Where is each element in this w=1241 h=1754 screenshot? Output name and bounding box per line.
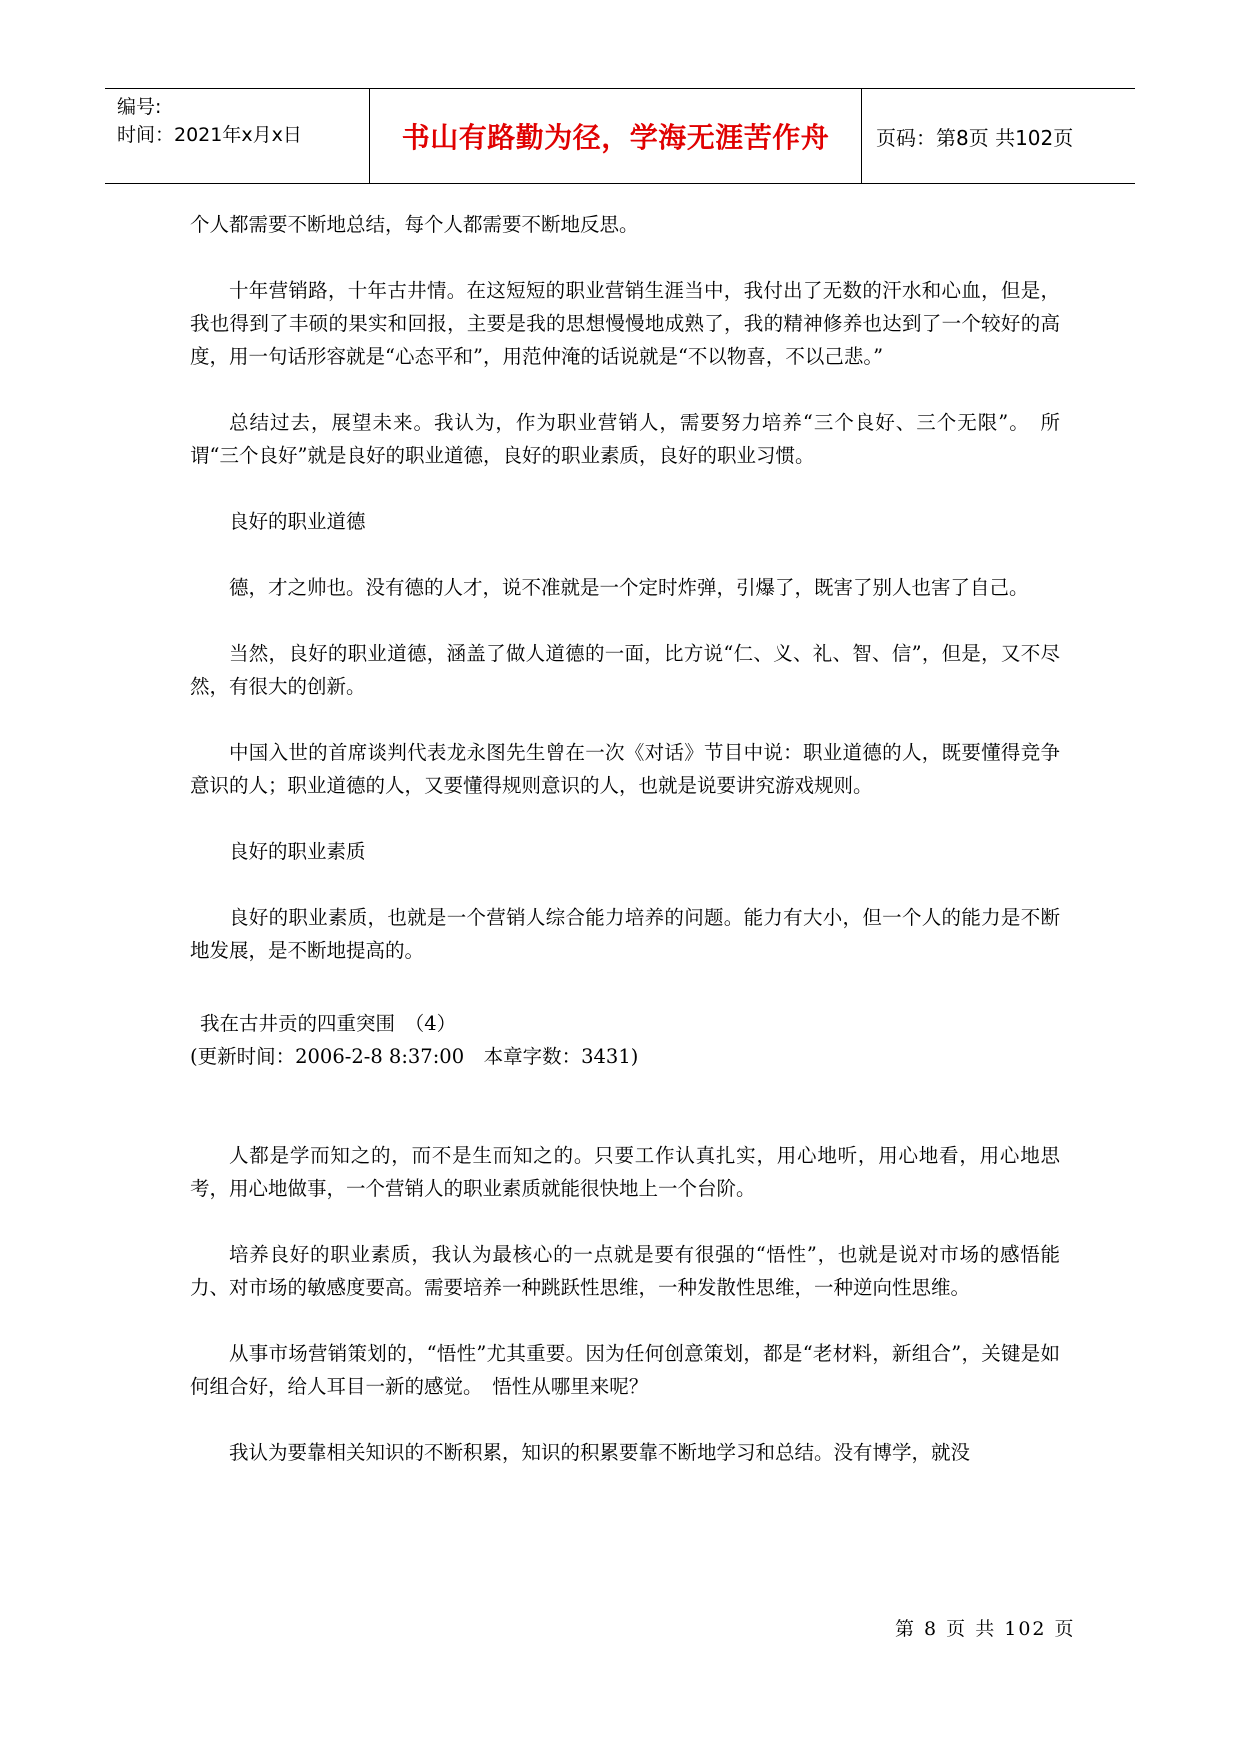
paragraph: 我认为要靠相关知识的不断积累，知识的积累要靠不断地学习和总结。没有博学，就没 [229,1441,971,1464]
paragraph: 德，才之帅也。没有德的人才，说不准就是一个定时炸弹，引爆了，既害了别人也害了自己。 [229,576,1029,599]
paragraph: 从事市场营销策划的，“悟性”尤其重要。因为任何创意策划，都是“老材料，新组合”，关键是如何组合好，给人耳目一新的感觉。 悟性从哪里来呢？ [190,1342,1060,1398]
header-info-cell [105,89,370,183]
section-heading: 良好的职业素质 [229,840,366,863]
paragraph: 良好的职业素质，也就是一个营销人综合能力培养的问题。能力有大小，但一个人的能力是不断地发展，是不断地提高的。 [190,906,1060,962]
doc-number-label: 编号: [117,96,162,118]
paragraph: 培养良好的职业素质，我认为最核心的一点就是要有很强的“悟性”，也就是说对市场的感悟能力、对市场的敏感度要高。需要培养一种跳跃性思维，一种发散性思维，一种逆向性思维。 [190,1243,1060,1299]
paragraph: 中国入世的首席谈判代表龙永图先生曾在一次《对话》节目中说：职业道德的人，既要懂得竞争意识的人；职业道德的人，又要懂得规则意识的人，也就是说要讲究游戏规则。 [190,741,1060,797]
page-header [105,88,1135,184]
document-body [190,208,1060,1502]
header-motto: 书山有路勤为径，学海无涯苦作舟 [370,89,862,183]
paragraph: 当然，良好的职业道德，涵盖了做人道德的一面，比方说“仁、义、礼、智、信”，但是，又不尽然，有很大的创新。 [190,642,1060,698]
header-page-label: 页码：第8页 共102页 [876,125,1074,150]
chapter-title: 我在古井贡的四重突围 （4） [200,1012,457,1035]
paragraph: 个人都需要不断地总结，每个人都需要不断地反思。 [190,213,639,236]
paragraph: 总结过去，展望未来。我认为，作为职业营销人，需要努力培养“三个良好、三个无限”。 所谓“三个良好”就是良好的职业道德，良好的职业素质，良好的职业习惯。 [190,411,1060,467]
update-info: (更新时间：2006-2-8 8:37:00 本章字数：3431) [190,1045,639,1068]
page-footer: 第 8 页 共 102 页 [895,1618,1076,1640]
doc-time-label: 时间：2021年x月x日 [117,124,302,146]
section-heading: 良好的职业道德 [229,510,366,533]
paragraph: 十年营销路，十年古井情。在这短短的职业营销生涯当中，我付出了无数的汗水和心血，但是，我也得到了丰硕的果实和回报，主要是我的思想慢慢地成熟了，我的精神修养也达到了一个较好的高度，用一句话形容就是“心态平和”，用范仲淹的话说就是“不以物喜，不以己悲。” [190,279,1060,368]
paragraph: 人都是学而知之的，而不是生而知之的。只要工作认真扎实，用心地听，用心地看，用心地思考，用心地做事，一个营销人的职业素质就能很快地上一个台阶。 [190,1144,1060,1200]
